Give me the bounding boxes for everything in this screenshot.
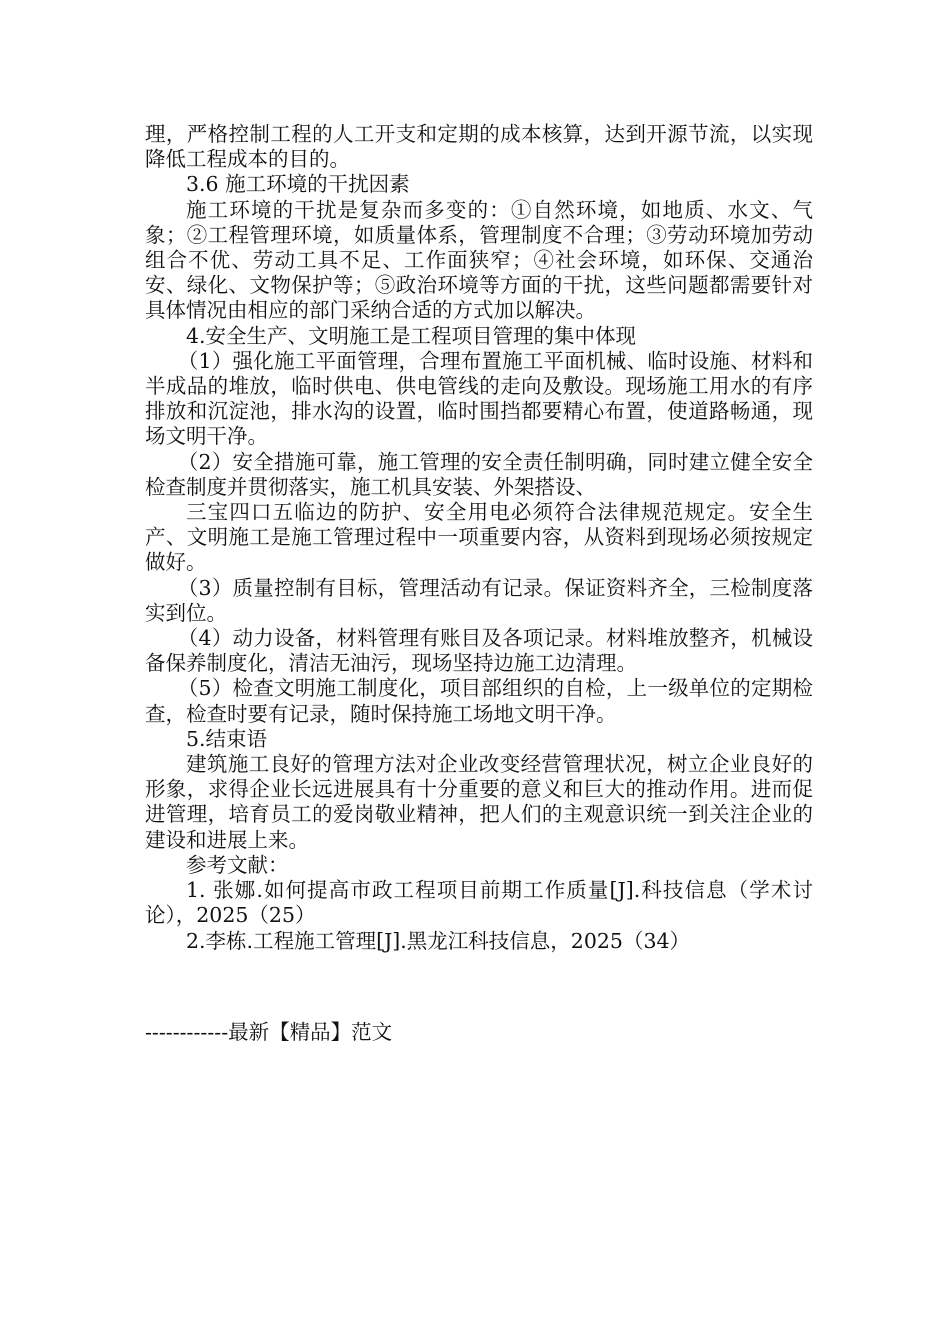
paragraph-item-2-continued: 三宝四口五临边的防护、安全用电必须符合法律规范规定。安全生产、文明施工是施工管理过程中一项重要内容，从资料到现场必须按规定做好。 bbox=[145, 500, 813, 575]
reference-item-1: 1. 张娜.如何提高市政工程项目前期工作质量[J].科技信息（学术讨论），2025（25） bbox=[145, 878, 813, 928]
heading-4: 4.安全生产、文明施工是工程项目管理的集中体现 bbox=[186, 323, 637, 348]
paragraph-item-2: （2）安全措施可靠，施工管理的安全责任制明确，同时建立健全安全检查制度并贯彻落实，施工机具安装、外架搭设、 bbox=[145, 449, 813, 499]
paragraph-cost-control: 理，严格控制工程的人工开支和定期的成本核算，达到开源节流，以实现降低工程成本的目的。 bbox=[145, 122, 813, 172]
paragraph-item-3: （3）质量控制有目标，管理活动有记录。保证资料齐全，三检制度落实到位。 bbox=[145, 575, 813, 625]
paragraph-item-1: （1）强化施工平面管理，合理布置施工平面机械、临时设施、材料和半成品的堆放，临时供电、供电管线的走向及敷设。现场施工用水的有序排放和沉淀池，排水沟的设置，临时围挡都要精心布置，使道路畅通，现场文明干净。 bbox=[145, 348, 813, 449]
heading-5: 5.结束语 bbox=[186, 726, 268, 751]
paragraph-environment: 施工环境的干扰是复杂而多变的：①自然环境，如地质、水文、气象；②工程管理环境，如质量体系，管理制度不合理；③劳动环境加劳动组合不优、劳动工具不足、工作面狭窄；④社会环境，如环保、交通治安、绿化、文物保护等；⑤政治环境等方面的干扰，这些问题都需要针对具体情况由相应的部门采纳合适的方式加以解决。 bbox=[145, 197, 813, 323]
references-heading: 参考文献： bbox=[186, 852, 289, 877]
paragraph-item-4: （4）动力设备，材料管理有账目及各项记录。材料堆放整齐，机械设备保养制度化，清洁无油污，现场坚持边施工边清理。 bbox=[145, 626, 813, 676]
paragraph-conclusion: 建筑施工良好的管理方法对企业改变经营管理状况，树立企业良好的形象，求得企业长远进展具有十分重要的意义和巨大的推动作用。进而促进管理，培育员工的爱岗敬业精神，把人们的主观意识统一到关注企业的建设和进展上来。 bbox=[145, 752, 813, 852]
reference-item-2: 2.李栋.工程施工管理[J].黑龙江科技信息，2025（34） bbox=[186, 928, 691, 953]
footer-label: ------------最新【精品】范文 bbox=[145, 1020, 393, 1044]
heading-3-6: 3.6 施工环境的干扰因素 bbox=[186, 172, 410, 197]
document-body bbox=[145, 122, 813, 954]
paragraph-item-5: （5）检查文明施工制度化，项目部组织的自检，上一级单位的定期检查，检查时要有记录，随时保持施工场地文明干净。 bbox=[145, 676, 813, 726]
